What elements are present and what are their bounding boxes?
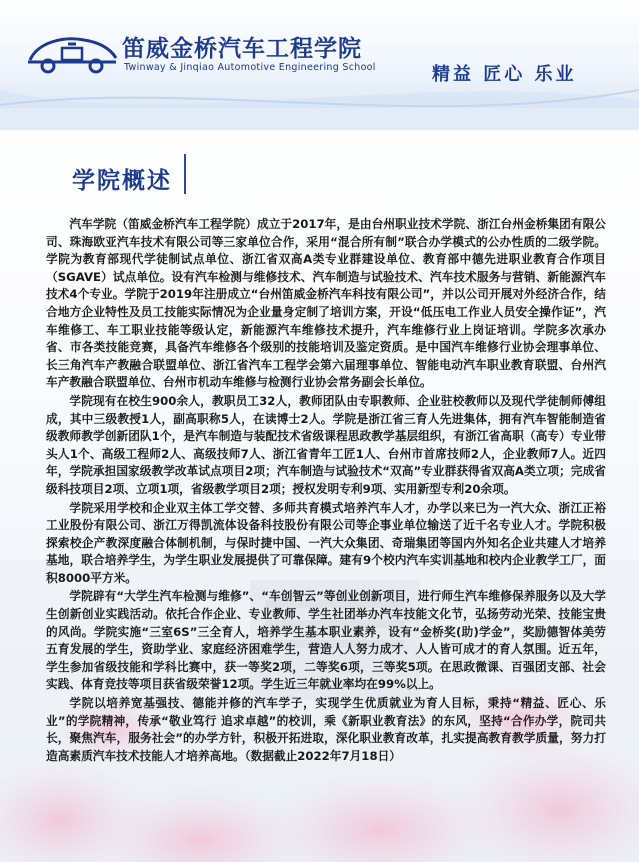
paragraph-students: 学院辟有“大学生汽车检测与维修”、“车创智云”等创业创新项目，进行师生汽车维修保养服务以及大学生创新创业实践活动。依托合作企业、专业教师、学生社团举办汽车技能文化节，弘扬劳动光荣、技能宝贵的风尚。学院实施“三室6S”三全育人，培养学生基本职业素养，设有“金桥奖(助)学金”，奖励德智体美劳五育发展的学生，资助学业、家庭经济困难学生，营造人人努力成才、人人皆可成才的育人氛围。近五年，学生参加省级技能和学科比赛中，获一等奖2项，二等奖6项，三等奖5项。在思政微课、百强团支部、社会实践、体育竞技等项目获省级荣誉12项。学生近三年就业率均在99%以上。 [46, 589, 606, 692]
paragraph-founding: 汽车学院（笛威金桥汽车工程学院）成立于2017年，是由台州职业技术学院、浙江台州金桥集团有限公司、珠海欧亚汽车技术有限公司等三家单位合作，采用“混合所有制”联合办学模式的公办性质的二级学院。学院为教育部现代学徒制试点单位、浙江省双高A类专业群建设单位、教育部中德先进职业教育合作项目（SGAVE）试点单位。设有汽车检测与维修技术、汽车制造与试验技术、汽车技术服务与营销、新能源汽车技术4个专业。学院于2019年注册成立“台州笛威金桥汽车科技有限公司”，并以公司开展对外经济合作，结合地方企业特性及员工技能实际情况为企业量身定制了培训方案，开设“低压电工作业人员安全操作证”，汽车维修工、车工职业技能等级认定，新能源汽车维修技术提升，汽车维修行业上岗证培训。学院多次承办省、市各类技能竞赛，具备汽车维修各个级别的技能培训及鉴定资质。是中国汽车维修行业协会理事单位、长三角汽车产教融合联盟单位、浙江省汽车工程学会第六届理事单位、智能电动汽车职业教育联盟、台州汽车产教融合联盟单位、台州市机动车维修与检测行业协会常务副会长单位。 [46, 217, 606, 390]
section-title: 学院概述 [72, 168, 172, 194]
car-logo-icon [24, 30, 120, 74]
intro-body [46, 216, 606, 766]
school-name-en: Twinway & Jinqiao Automotive Engineering School [124, 62, 376, 73]
title-divider [184, 154, 186, 194]
page-header [0, 0, 639, 108]
school-motto: 精益 匠心 乐业 [432, 64, 577, 85]
school-name-cn: 笛威金桥汽车工程学院 [122, 36, 362, 62]
paragraph-cooperation: 学院采用学校和企业双主体工学交替、多师共育模式培养汽车人才，办学以来已为一汽大众、浙江正裕工业股份有限公司、浙江万得凯流体设备科技股份有限公司等企事业单位输送了近千名专业人才。学院积极探索校企产教深度融合体制机制，与保时捷中国、一汽大众集团、奇瑞集团等国内外知名企业共建人才培养基地，联合培养学生，为学生职业发展提供了可靠保障。建有9个校内汽车实训基地和校内企业教学工厂，面积8000平方米。 [46, 500, 606, 585]
paragraph-mission: 学院以培养宽基强技、德能并修的汽车学子，实现学生优质就业为育人目标，秉持“精益、匠心、乐业”的学院精神，传承“敬业笃行 追求卓越”的校训，乘《新职业教育法》的东风，坚持“合作办学，院司共长，聚焦汽车，服务社会”的办学方针，积极开拓进取，深化职业教育改革，扎实提高教育教学质量，努力打造高素质汽车技术技能人才培养高地。（数据截止2022年7月18日） [46, 696, 606, 763]
paragraph-faculty: 学院现有在校生900余人，教职员工32人，教师团队由专职教师、企业驻校教师以及现代学徒制师傅组成，其中三级教授1人，副高职称5人，在读博士2人。学院是浙江省三育人先进集体，拥有汽车智能制造省级教师教学创新团队1个，是汽车制造与装配技术省级课程思政教学基层组织，有浙江省高职（高专）专业带头人1个、高级工程师2人、高级技师7人、浙江省青年工匠1人、台州市首席技师2人，企业教师7人。近四年，学院承担国家级教学改革试点项目2项；汽车制造与试验技术“双高”专业群获得省双高A类立项；完成省级科技项目2项、立项1项，省级教学项目2项；授权发明专利9项、实用新型专利20余项。 [46, 393, 606, 496]
